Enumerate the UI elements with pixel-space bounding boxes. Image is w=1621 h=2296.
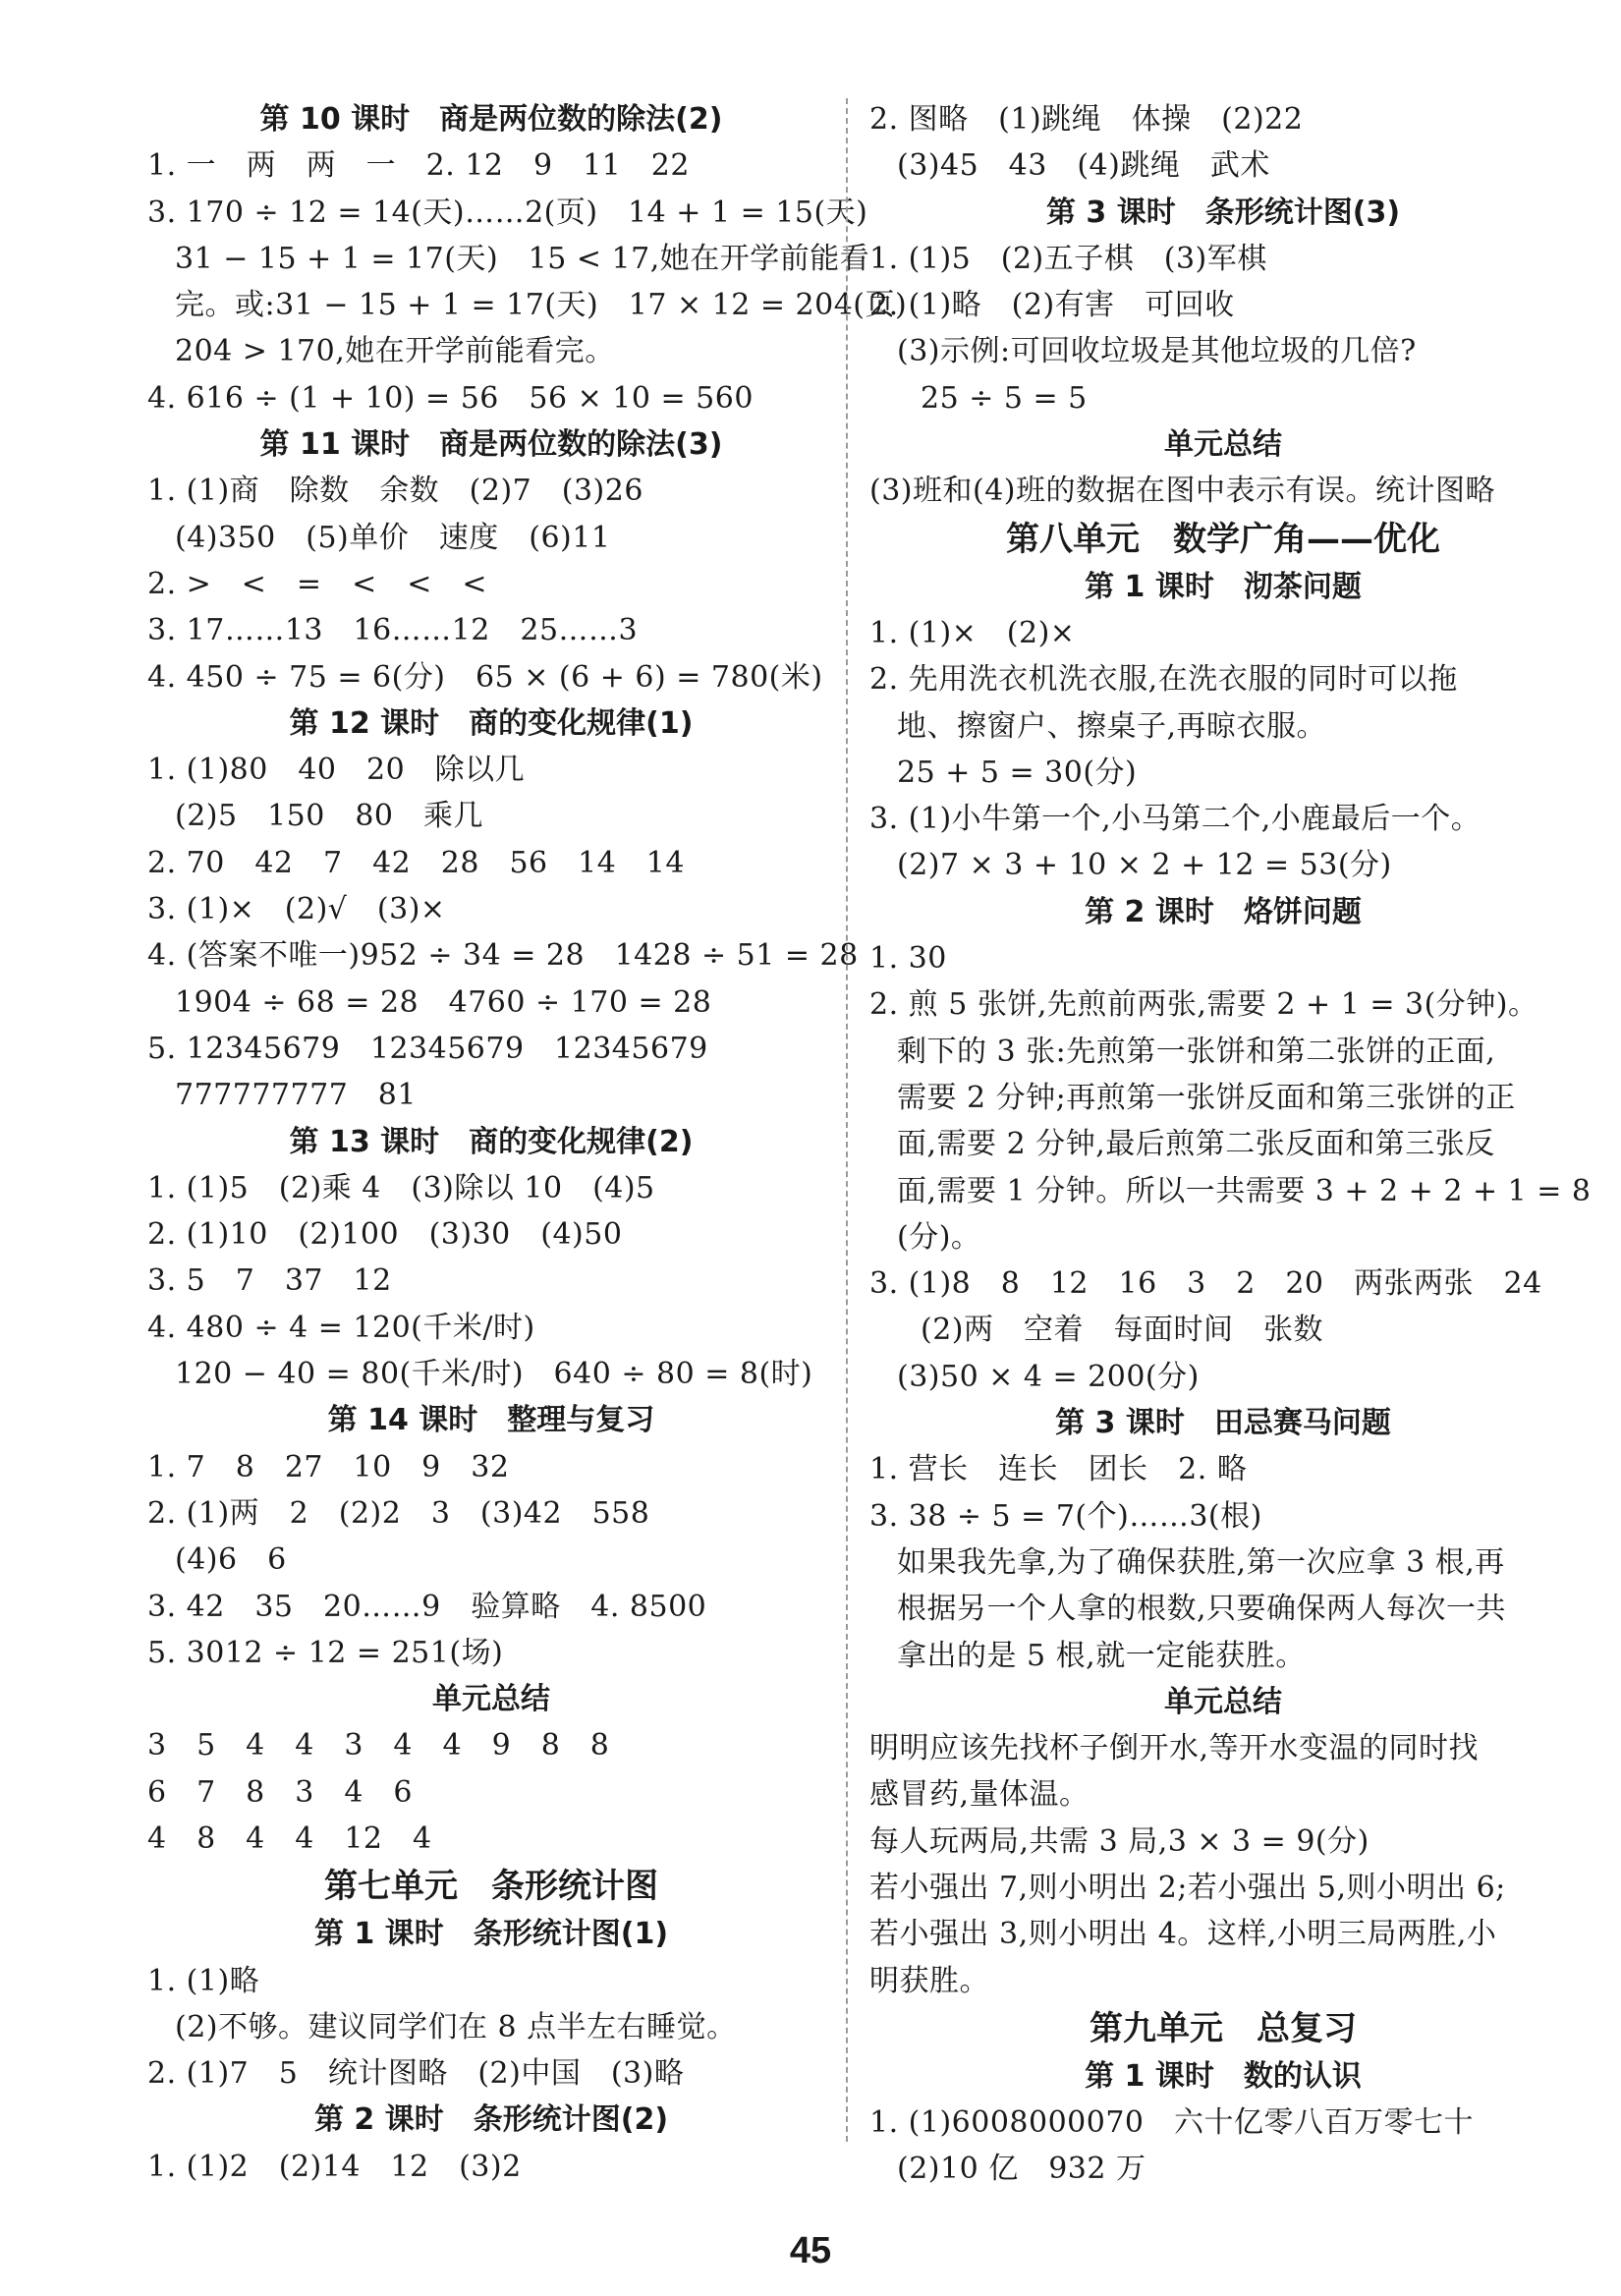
answer-line: 2. (1)略 (2)有害 可回收	[869, 288, 1235, 323]
answer-line: 完。或:31 − 15 + 1 = 17(天) 17 × 12 = 204(页)	[175, 288, 908, 323]
answer-line: 2. (1)7 5 统计图略 (2)中国 (3)略	[147, 2056, 685, 2092]
answer-line: (3)50 × 4 = 200(分)	[897, 1359, 1200, 1394]
page-number: 45	[789, 2230, 832, 2271]
answer-line: 2. (1)两 2 (2)2 3 (3)42 558	[147, 1495, 650, 1531]
answer-line: 2. (1)10 (2)100 (3)30 (4)50	[147, 1217, 623, 1253]
answer-line: 2. 图略 (1)跳绳 体操 (2)22	[869, 102, 1304, 137]
answer-line: 3 5 4 4 3 4 4 9 8 8	[147, 1728, 610, 1764]
answer-line: (2)10 亿 932 万	[897, 2152, 1146, 2187]
answer-line: (2)7 × 3 + 10 × 2 + 12 = 53(分)	[897, 848, 1392, 883]
unit-heading: 第九单元 总复习	[1090, 2008, 1357, 2048]
answer-line: 4. 616 ÷ (1 + 10) = 56 56 × 10 = 560	[147, 380, 754, 416]
lesson-heading: 第 3 课时 田忌赛马问题	[1055, 1406, 1391, 1441]
answer-line: (2)不够。建议同学们在 8 点半左右睡觉。	[175, 2009, 737, 2044]
answer-line: 1904 ÷ 68 = 28 4760 ÷ 170 = 28	[175, 984, 712, 1020]
answer-line: 如果我先拿,为了确保获胜,第一次应拿 3 根,再	[897, 1544, 1505, 1580]
answer-line: 1. 营长 连长 团长 2. 略	[869, 1452, 1248, 1487]
answer-line: 4 8 4 4 12 4	[147, 1820, 432, 1856]
lesson-heading: 第 3 课时 条形统计图(3)	[1045, 195, 1401, 230]
answer-line: 204 > 170,她在开学前能看完。	[175, 334, 615, 369]
answer-line: 若小强出 7,则小明出 2;若小强出 5,则小明出 6;	[869, 1870, 1506, 1905]
answer-line: 若小强出 3,则小明出 4。这样,小明三局两胜,小	[869, 1917, 1497, 1952]
answer-line: (分)。	[897, 1219, 981, 1255]
lesson-heading: 第 1 课时 数的认识	[1085, 2058, 1362, 2094]
answer-line: (3)班和(4)班的数据在图中表示有误。统计图略	[869, 474, 1495, 509]
unit-heading: 第七单元 条形统计图	[324, 1867, 658, 1907]
answer-line: 1. (1)80 40 20 除以几	[147, 753, 526, 788]
answer-line: 3. (1)8 8 12 16 3 2 20 两张两张 24	[869, 1266, 1542, 1302]
answer-line: 2. > < = < < <	[147, 566, 487, 601]
lesson-heading: 单元总结	[1164, 427, 1282, 463]
lesson-heading: 单元总结	[432, 1682, 550, 1717]
answer-line: 120 − 40 = 80(千米/时) 640 ÷ 80 = 8(时)	[175, 1357, 813, 1392]
lesson-heading: 第 2 课时 烙饼问题	[1085, 894, 1362, 929]
answer-line: 5. 12345679 12345679 12345679	[147, 1031, 708, 1066]
answer-line: 3. (1)× (2)√ (3)×	[147, 892, 446, 927]
answer-line: (4)6 6	[175, 1542, 287, 1578]
answer-line: 6 7 8 3 4 6	[147, 1774, 414, 1810]
answer-line: 面,需要 2 分钟,最后煎第二张反面和第三张反	[897, 1127, 1495, 1162]
answer-line: 地、擦窗户、擦桌子,再晾衣服。	[897, 708, 1327, 744]
answer-line: 1. (1)× (2)×	[869, 615, 1076, 650]
answer-line: 1. 30	[869, 941, 947, 977]
answer-line: 明明应该先找杯子倒开水,等开水变温的同时找	[869, 1731, 1480, 1766]
answer-line: 2. 先用洗衣机洗衣服,在洗衣服的同时可以拖	[869, 662, 1458, 698]
answer-line: 根据另一个人拿的根数,只要确保两人每次一共	[897, 1592, 1507, 1627]
answer-line: 5. 3012 ÷ 12 = 251(场)	[147, 1635, 504, 1670]
answer-line: (2)5 150 80 乘几	[175, 799, 484, 834]
answer-line: 1. (1)2 (2)14 12 (3)2	[147, 2149, 522, 2184]
answer-line: 3. 38 ÷ 5 = 7(个)……3(根)	[869, 1498, 1262, 1534]
unit-heading: 第八单元 数学广角——优化	[1006, 519, 1440, 559]
answer-line: 1. (1)6008000070 六十亿零八百万零七十	[869, 2105, 1475, 2141]
lesson-heading: 第 1 课时 条形统计图(1)	[313, 1917, 669, 1952]
answer-line: 2. 70 42 7 42 28 56 14 14	[147, 845, 685, 880]
answer-line: 3. 17……13 16……12 25……3	[147, 613, 639, 648]
answer-line: 拿出的是 5 根,就一定能获胜。	[897, 1638, 1306, 1673]
answer-line: 25 + 5 = 30(分)	[897, 755, 1138, 790]
lesson-heading: 单元总结	[1164, 1684, 1282, 1719]
right-column	[869, 96, 1592, 2193]
answer-line: 4. (答案不唯一)952 ÷ 34 = 28 1428 ÷ 51 = 28	[147, 938, 859, 974]
answer-line: 3. (1)小牛第一个,小马第二个,小鹿最后一个。	[869, 802, 1481, 837]
answer-line: 3. 42 35 20……9 验算略 4. 8500	[147, 1589, 707, 1624]
answer-line: 明获胜。	[869, 1963, 989, 1998]
lesson-heading: 第 13 课时 商的变化规律(2)	[289, 1124, 694, 1159]
lesson-heading: 第 2 课时 条形统计图(2)	[313, 2102, 669, 2138]
column-divider	[846, 98, 848, 2142]
answer-line: (3)示例:可回收垃圾是其他垃圾的几倍?	[897, 334, 1417, 369]
answer-line: 1. (1)5 (2)乘 4 (3)除以 10 (4)5	[147, 1170, 655, 1205]
answer-line: 4. 480 ÷ 4 = 120(千米/时)	[147, 1310, 535, 1345]
answer-line: 31 − 15 + 1 = 17(天) 15 < 17,她在开学前能看	[175, 241, 870, 276]
answer-line: 3. 170 ÷ 12 = 14(天)……2(页) 14 + 1 = 15(天)	[147, 195, 868, 230]
answer-line: 1. (1)略	[147, 1963, 260, 1998]
answer-line: (3)45 43 (4)跳绳 武术	[897, 148, 1270, 184]
answer-line: 3. 5 7 37 12	[147, 1263, 392, 1299]
answer-line: 面,需要 1 分钟。所以一共需要 3 + 2 + 2 + 1 = 8	[897, 1173, 1592, 1208]
answer-line: 1. (1)商 除数 余数 (2)7 (3)26	[147, 474, 643, 509]
lesson-heading: 第 14 课时 整理与复习	[327, 1403, 655, 1438]
answer-line: 剩下的 3 张:先煎第一张饼和第二张饼的正面,	[897, 1034, 1496, 1069]
answer-line: (2)两 空着 每面时间 张数	[921, 1313, 1323, 1348]
answer-line: 777777777 81	[175, 1078, 417, 1113]
answer-line: 1. (1)5 (2)五子棋 (3)军棋	[869, 241, 1267, 276]
answer-line: 1. 7 8 27 10 9 32	[147, 1449, 510, 1484]
lesson-heading: 第 11 课时 商是两位数的除法(3)	[259, 427, 723, 463]
answer-line: 每人玩两局,共需 3 局,3 × 3 = 9(分)	[869, 1823, 1369, 1859]
answer-line: (4)350 (5)单价 速度 (6)11	[175, 520, 611, 555]
answer-line: 25 ÷ 5 = 5	[921, 380, 1088, 416]
answer-line: 1. 一 两 两 一 2. 12 9 11 22	[147, 148, 690, 184]
answer-line: 2. 煎 5 张饼,先煎前两张,需要 2 + 1 = 3(分钟)。	[869, 987, 1538, 1023]
answer-line: 4. 450 ÷ 75 = 6(分) 65 × (6 + 6) = 780(米)	[147, 659, 823, 695]
lesson-heading: 第 10 课时 商是两位数的除法(2)	[259, 102, 723, 137]
lesson-heading: 第 12 课时 商的变化规律(1)	[289, 705, 694, 741]
lesson-heading: 第 1 课时 沏茶问题	[1085, 569, 1362, 604]
answer-line: 需要 2 分钟;再煎第一张饼反面和第三张饼的正	[897, 1080, 1516, 1115]
answer-line: 感冒药,量体温。	[869, 1777, 1090, 1813]
